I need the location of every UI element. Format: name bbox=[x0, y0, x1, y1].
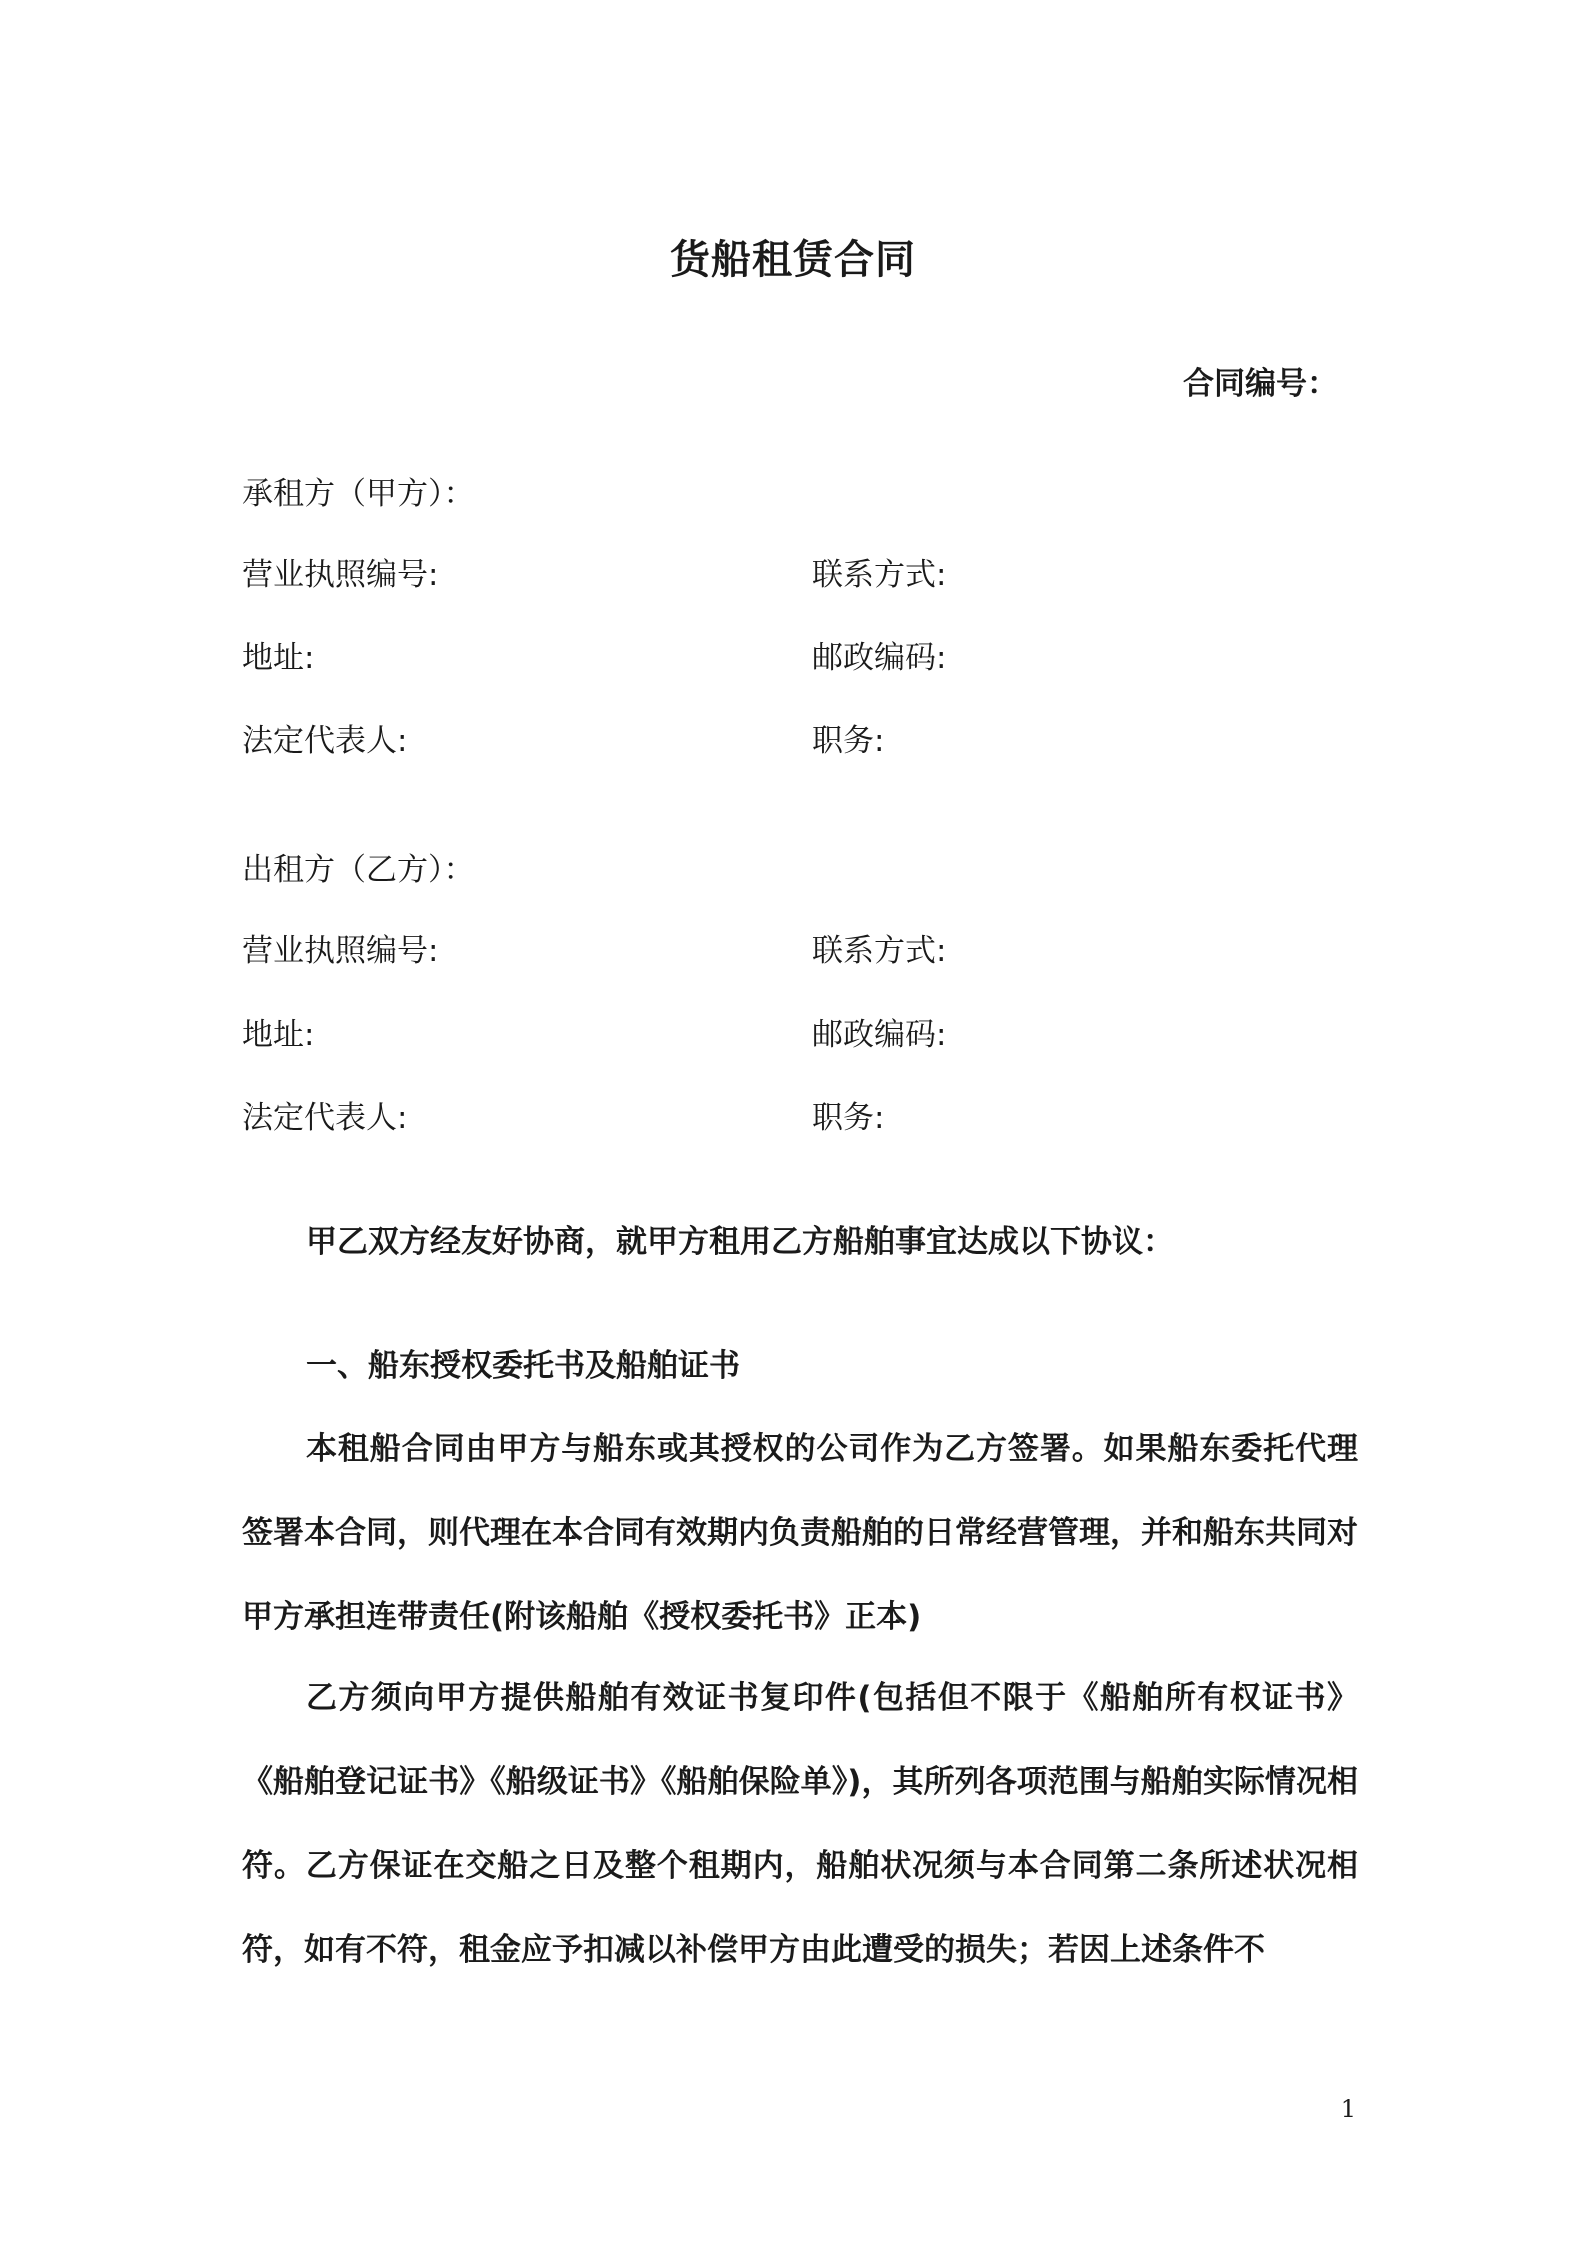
party-b-address-label: 地址: bbox=[242, 1017, 315, 1053]
party-b-legal-rep-label: 法定代表人: bbox=[242, 1100, 408, 1136]
document-title: 货船租赁合同 bbox=[670, 237, 916, 283]
party-a-legal-rep-label: 法定代表人: bbox=[242, 723, 408, 759]
section-1-title: 一、船东授权委托书及船舶证书 bbox=[306, 1348, 740, 1384]
party-b-heading: 出租方（乙方）： bbox=[242, 852, 475, 888]
party-b-position-label: 职务: bbox=[812, 1100, 885, 1136]
party-b-license-label: 营业执照编号: bbox=[242, 933, 439, 969]
party-a-heading: 承租方（甲方）： bbox=[242, 476, 475, 512]
contract-number-label: 合同编号： bbox=[1183, 366, 1338, 402]
page-number: 1 bbox=[1340, 2095, 1356, 2123]
party-a-position-label: 职务: bbox=[812, 723, 885, 759]
party-b-postcode-label: 邮政编码: bbox=[812, 1017, 947, 1053]
section-1-paragraph-1: 本租船合同由甲方与船东或其授权的公司作为乙方签署。如果船东委托代理签署本合同，则代理在本合同有效期内负责船舶的日常经营管理，并和船东共同对甲方承担连带责任(附该船舶《授权委托书》正本) bbox=[242, 1431, 1358, 1635]
party-a-postcode-label: 邮政编码: bbox=[812, 640, 947, 676]
party-a-contact-label: 联系方式: bbox=[812, 557, 947, 593]
party-a-license-label: 营业执照编号: bbox=[242, 557, 439, 593]
party-a-address-label: 地址: bbox=[242, 640, 315, 676]
agreement-intro: 甲乙双方经友好协商，就甲方租用乙方船舶事宜达成以下协议： bbox=[306, 1224, 1174, 1260]
section-1-paragraph-2: 乙方须向甲方提供船舶有效证书复印件(包括但不限于《船舶所有权证书》《船舶登记证书》《船级证书》《船舶保险单》)，其所列各项范围与船舶实际情况相符。乙方保证在交船之日及整个租期内，船舶状况须与本合同第二条所述状况相符，如有不符，租金应予扣减以补偿甲方由此遭受的损失；若因上述条件不 bbox=[242, 1680, 1358, 1968]
party-b-contact-label: 联系方式: bbox=[812, 933, 947, 969]
